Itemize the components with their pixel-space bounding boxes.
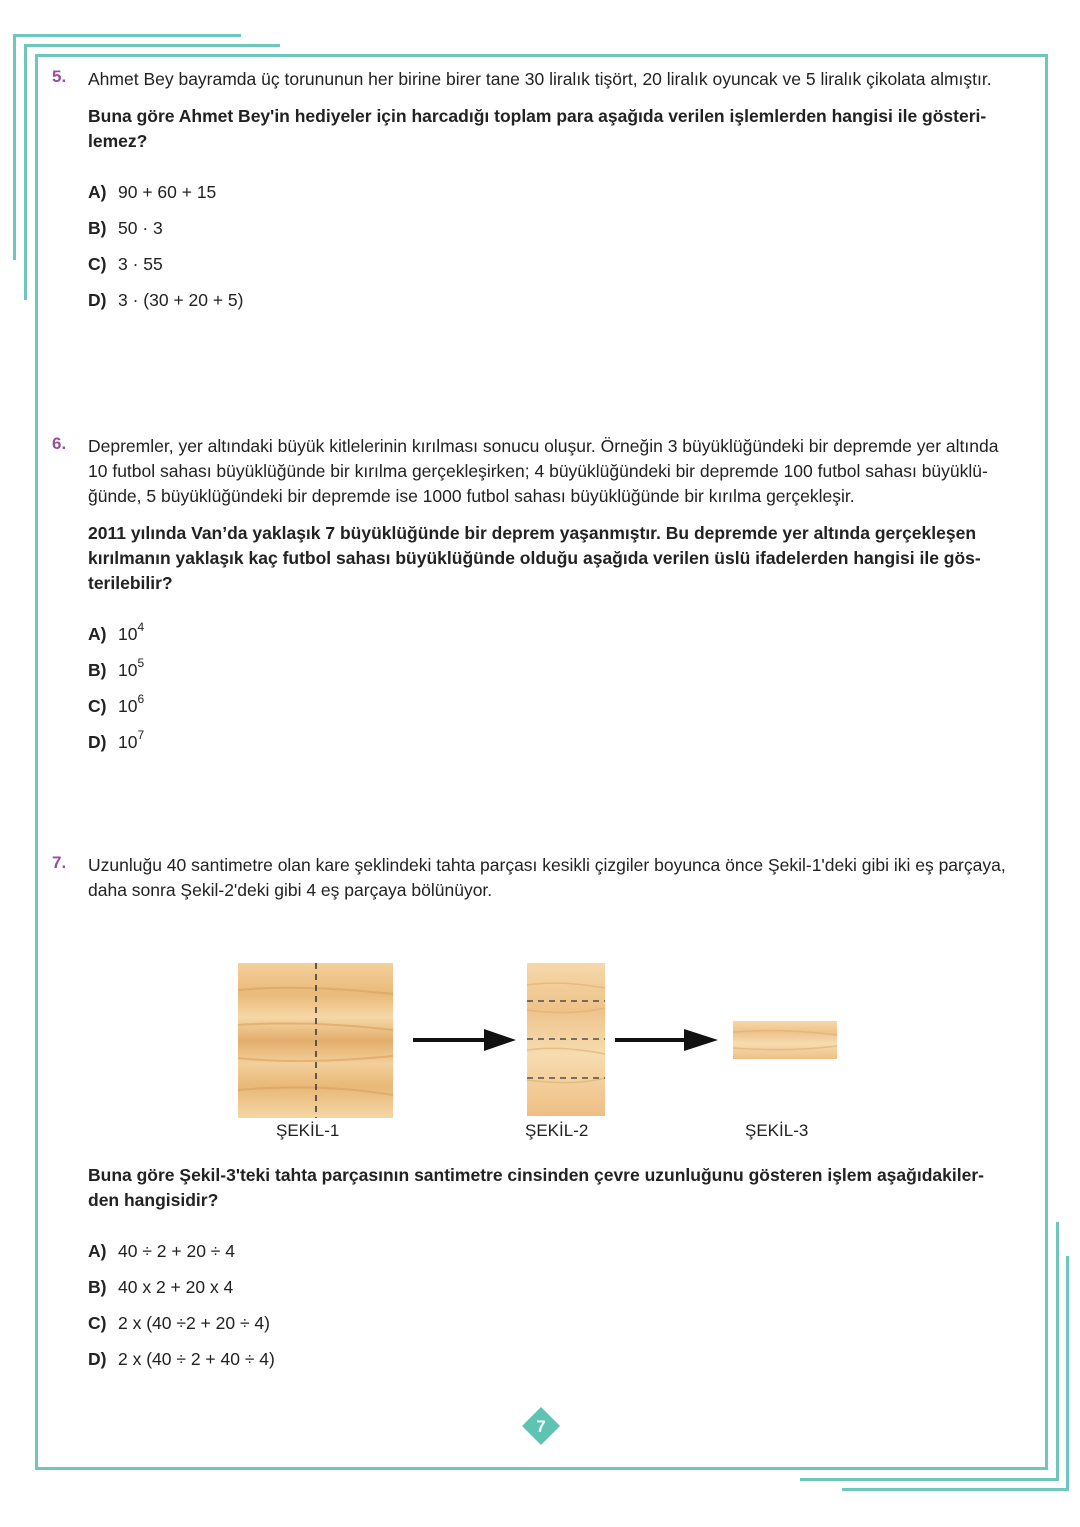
option-d[interactable]: D) 3 · (30 + 20 + 5) — [88, 290, 244, 310]
arrow-right-icon — [413, 1029, 516, 1051]
question-5 — [52, 67, 1027, 324]
question-6 — [52, 434, 1027, 766]
question-7-prompt-block — [52, 1163, 1027, 1383]
question-7 — [52, 853, 1027, 903]
option-d[interactable]: D) 2 x (40 ÷ 2 + 40 ÷ 4) — [88, 1349, 275, 1369]
page-number: 7 — [536, 1417, 546, 1436]
option-c[interactable]: C) $10^6$ — [88, 692, 145, 716]
wood-figures — [0, 950, 1080, 1125]
prompt-line: 2011 yılında Van’da yaklaşık 7 büyüklüğünde bir deprem yaşanmıştır. Bu depremde yer altında gerçekleşen — [88, 523, 977, 543]
prompt-line: den hangisidir? — [88, 1190, 219, 1210]
options-list — [88, 180, 1027, 324]
question-prompt — [88, 521, 1027, 596]
option-a[interactable]: A) $10^4$ — [88, 620, 145, 644]
text-line: 10 futbol sahası büyüklüğünde bir kırılma gerçekleşirken; 4 büyüklüğündeki bir depremde 100 futbol sahası büyüklü- — [88, 461, 988, 481]
prompt-line: lemez? — [88, 131, 148, 151]
question-number: 7. — [52, 853, 67, 872]
question-prompt — [88, 104, 1027, 154]
option-b[interactable]: B) 40 x 2 + 20 x 4 — [88, 1277, 234, 1297]
figure-3-label: ŞEKİL-3 — [745, 1121, 809, 1140]
question-number: 6. — [52, 434, 67, 453]
options-list — [88, 622, 1027, 766]
figure-2-label: ŞEKİL-2 — [525, 1121, 589, 1140]
figure-3-board — [733, 1021, 837, 1059]
option-c[interactable]: C) 3 · 55 — [88, 254, 163, 274]
options-list — [88, 1239, 1027, 1383]
option-a[interactable]: A) 40 ÷ 2 + 20 ÷ 4 — [88, 1241, 235, 1261]
question-text — [88, 853, 1027, 903]
arrow-right-icon — [615, 1029, 718, 1051]
option-c[interactable]: C) 2 x (40 ÷2 + 20 ÷ 4) — [88, 1313, 270, 1333]
text-line: Uzunluğu 40 santimetre olan kare şeklindeki tahta parçası kesikli çizgiler boyunca önce Şekil-1'deki gibi iki eş parçaya, — [88, 855, 1006, 875]
figure-1-board — [238, 963, 393, 1118]
text-line: ğünde, 5 büyüklüğündeki bir depremde ise 1000 futbol sahası büyüklüğünde bir kırılma gerçekleşir. — [88, 486, 855, 506]
figure-1-label: ŞEKİL-1 — [276, 1121, 340, 1140]
option-b[interactable]: B) 50 · 3 — [88, 218, 163, 238]
text-line: Depremler, yer altındaki büyük kitlelerinin kırılması sonucu oluşur. Örneğin 3 büyüklüğündeki bir depremde yer altında — [88, 436, 999, 456]
option-a[interactable]: A) 90 + 60 + 15 — [88, 182, 217, 202]
text-line: daha sonra Şekil-2'deki gibi 4 eş parçaya bölünüyor. — [88, 880, 493, 900]
option-d[interactable]: D) $10^7$ — [88, 728, 145, 752]
page-number-badge — [521, 1406, 561, 1446]
figure-2-board — [527, 963, 605, 1116]
prompt-line: Buna göre Ahmet Bey'in hediyeler için harcadığı toplam para aşağıda verilen işlemlerden hangisi ile gösteri- — [88, 106, 987, 126]
option-b[interactable]: B) $10^5$ — [88, 656, 145, 680]
question-text — [88, 434, 1027, 509]
question-number: 5. — [52, 67, 67, 86]
question-text: Ahmet Bey bayramda üç torununun her birine birer tane 30 liralık tişört, 20 liralık oyuncak ve 5 liralık çikolata almıştır. — [88, 69, 992, 89]
prompt-line: Buna göre Şekil-3'teki tahta parçasının santimetre cinsinden çevre uzunluğunu gösteren işlem aşağıdakiler- — [88, 1165, 984, 1185]
prompt-line: terilebilir? — [88, 573, 173, 593]
question-prompt — [88, 1163, 1027, 1213]
prompt-line: kırılmanın yaklaşık kaç futbol sahası büyüklüğünde olduğu aşağıda verilen üslü ifadelerden hangisi ile gös- — [88, 548, 981, 568]
